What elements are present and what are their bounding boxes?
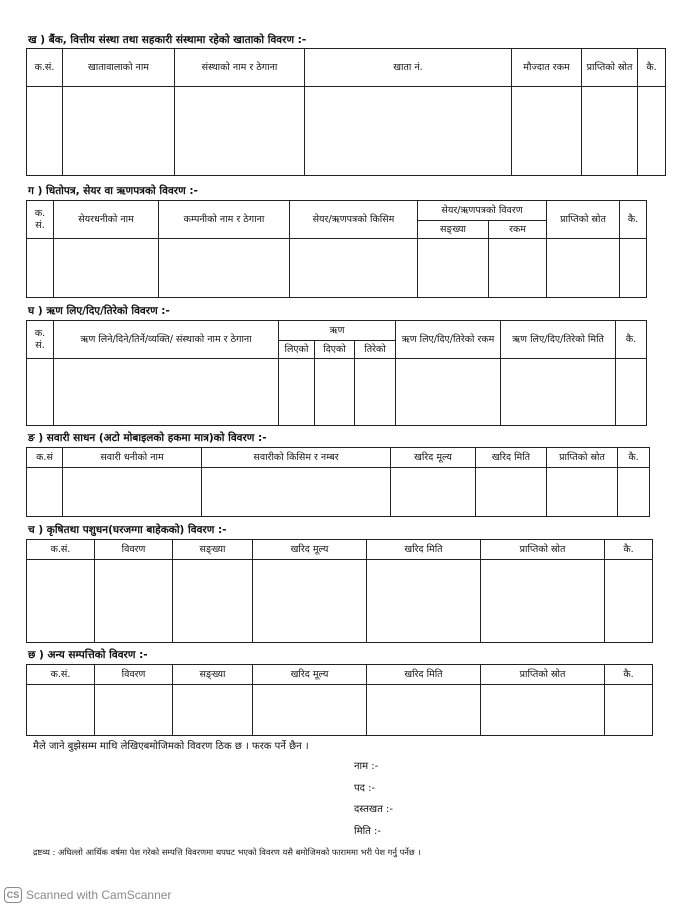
col-serial: क.सं. — [27, 49, 63, 87]
cell[interactable] — [315, 359, 355, 426]
cell[interactable] — [355, 359, 396, 426]
cell[interactable] — [95, 560, 173, 643]
cell[interactable] — [173, 685, 253, 736]
col-source-of-acquisition: प्राप्तिको स्रोत — [582, 49, 638, 87]
col-source-of-acquisition: प्राप्तिको स्रोत — [481, 665, 605, 685]
col-lender-borrower-name-address: ऋण लिने/दिने/तिर्ने/व्यक्ति/ संस्थाको नाम र ठेगाना — [54, 321, 279, 359]
col-balance-amount: मौज्दात रकम — [512, 49, 582, 87]
table-row — [27, 239, 647, 298]
cell[interactable] — [605, 560, 653, 643]
table-row — [27, 685, 653, 736]
col-remarks: कै. — [638, 49, 666, 87]
cell[interactable] — [27, 560, 95, 643]
signature-name-field[interactable]: नाम :- — [354, 761, 379, 772]
col-purchase-price: खरिद मूल्य — [391, 448, 476, 468]
declaration-text: मैले जाने बुझेसम्म माथि लेखिएबमोजिमको विवरण ठिक छ । फरक पर्ने छैन । — [33, 741, 309, 752]
cell[interactable] — [27, 685, 95, 736]
cell[interactable] — [202, 468, 391, 517]
col-serial: क.सं. — [27, 540, 95, 560]
camscanner-logo-icon: CS — [4, 887, 22, 903]
col-loan: ऋण — [279, 321, 396, 341]
section-title-securities: ग ) धितोपत्र, सेयर वा ऋणपत्रको विवरण :- — [28, 185, 198, 197]
cell[interactable] — [481, 560, 605, 643]
cell[interactable] — [512, 87, 582, 176]
table-row — [27, 359, 647, 426]
cell[interactable] — [54, 239, 159, 298]
cell[interactable] — [159, 239, 290, 298]
col-serial: क.सं — [27, 448, 63, 468]
cell[interactable] — [63, 468, 202, 517]
col-source-of-acquisition: प्राप्तिको स्रोत — [481, 540, 605, 560]
scanner-watermark — [4, 886, 171, 904]
cell[interactable] — [616, 359, 647, 426]
cell[interactable] — [367, 560, 481, 643]
col-remarks: कै. — [605, 540, 653, 560]
col-purchase-price: खरिद मूल्य — [253, 665, 367, 685]
cell[interactable] — [605, 685, 653, 736]
col-loan-date: ऋण लिए/दिए/तिरेको मिति — [501, 321, 616, 359]
col-vehicle-owner-name: सवारी धनीको नाम — [63, 448, 202, 468]
cell[interactable] — [173, 560, 253, 643]
col-remarks: कै. — [605, 665, 653, 685]
col-source-of-acquisition: प्राप्तिको स्रोत — [547, 201, 620, 239]
col-company-name-address: कम्पनीको नाम र ठेगाना — [159, 201, 290, 239]
cell[interactable] — [481, 685, 605, 736]
col-quantity: सङ्ख्या — [418, 221, 489, 239]
col-account-holder-name: खातावालाको नाम — [63, 49, 175, 87]
col-serial: क.सं. — [27, 665, 95, 685]
col-loan-repaid: तिरेको — [355, 341, 396, 359]
vehicles-table — [26, 447, 650, 517]
col-shareholder-name: सेयरधनीको नाम — [54, 201, 159, 239]
col-purchase-date: खरिद मिति — [367, 665, 481, 685]
col-description: विवरण — [95, 665, 173, 685]
col-remarks: कै. — [618, 448, 650, 468]
cell[interactable] — [54, 359, 279, 426]
cell[interactable] — [27, 359, 54, 426]
cell[interactable] — [63, 87, 175, 176]
cell[interactable] — [27, 87, 63, 176]
col-serial: क. सं. — [27, 201, 54, 239]
cell[interactable] — [279, 359, 315, 426]
section-title-other-assets: छ ) अन्य सम्पत्तिको विवरण :- — [28, 649, 148, 661]
footnote: द्रष्टव्य : अघिल्लो आर्थिक वर्षमा पेश गरेको सम्पत्ति विवरणमा थपघट भएको विवरण यसै बमोजिमको फाराममा भरी पेश गर्नु पर्नेछ । — [33, 847, 421, 857]
cell[interactable] — [501, 359, 616, 426]
section-title-agriculture-livestock: च ) कृषितथा पशुधन(घरजग्गा बाहेकको) विवरण :- — [28, 524, 227, 536]
cell[interactable] — [620, 239, 647, 298]
signature-date-field[interactable]: मिति :- — [354, 826, 382, 837]
col-serial: क. सं. — [27, 321, 54, 359]
col-quantity: सङ्ख्या — [173, 665, 253, 685]
cell[interactable] — [418, 239, 489, 298]
col-loan-taken: लिएको — [279, 341, 315, 359]
cell[interactable] — [27, 468, 63, 517]
signature-post-field[interactable]: पद :- — [354, 783, 376, 794]
cell[interactable] — [391, 468, 476, 517]
col-remarks: कै. — [620, 201, 647, 239]
col-institution-name-address: संस्थाको नाम र ठेगाना — [175, 49, 305, 87]
col-purchase-date: खरिद मिति — [476, 448, 547, 468]
col-purchase-date: खरिद मिति — [367, 540, 481, 560]
table-row — [27, 468, 650, 517]
col-purchase-price: खरिद मूल्य — [253, 540, 367, 560]
cell[interactable] — [95, 685, 173, 736]
cell[interactable] — [253, 560, 367, 643]
col-account-number: खाता नं. — [305, 49, 512, 87]
cell[interactable] — [489, 239, 547, 298]
cell[interactable] — [305, 87, 512, 176]
signature-sign-field[interactable]: दस्तखत :- — [354, 804, 393, 815]
col-source-of-acquisition: प्राप्तिको स्रोत — [547, 448, 618, 468]
securities-table — [26, 200, 647, 298]
cell[interactable] — [367, 685, 481, 736]
col-share-type: सेयर/ऋणपत्रको किसिम — [290, 201, 418, 239]
col-loan-amount: ऋण लिए/दिए/तिरेको रकम — [396, 321, 501, 359]
agriculture-livestock-table — [26, 539, 653, 643]
col-amount: रकम — [489, 221, 547, 239]
col-description: विवरण — [95, 540, 173, 560]
cell[interactable] — [618, 468, 650, 517]
col-quantity: सङ्ख्या — [173, 540, 253, 560]
cell[interactable] — [547, 468, 618, 517]
cell[interactable] — [396, 359, 501, 426]
col-share-details: सेयर/ऋणपत्रको विवरण — [418, 201, 547, 221]
cell[interactable] — [253, 685, 367, 736]
table-row — [27, 87, 666, 176]
loans-table — [26, 320, 647, 426]
cell[interactable] — [175, 87, 305, 176]
other-assets-table — [26, 664, 653, 736]
bank-accounts-table — [26, 48, 666, 176]
cell[interactable] — [476, 468, 547, 517]
col-vehicle-type-number: सवारीको किसिम र नम्बर — [202, 448, 391, 468]
col-remarks: कै. — [616, 321, 647, 359]
cell[interactable] — [582, 87, 638, 176]
cell[interactable] — [27, 239, 54, 298]
cell[interactable] — [290, 239, 418, 298]
col-loan-given: दिएको — [315, 341, 355, 359]
section-title-vehicles: ङ ) सवारी साधन (अटो मोबाइलको हकमा मात्र)को विवरण :- — [28, 432, 267, 444]
watermark-text: Scanned with CamScanner — [26, 888, 172, 902]
section-title-loans: घ ) ऋण लिए/दिए/तिरेको विवरण :- — [28, 305, 170, 317]
cell[interactable] — [638, 87, 666, 176]
cell[interactable] — [547, 239, 620, 298]
section-title-bank-accounts: ख ) बैंक, वित्तीय संस्था तथा सहकारी संस्थामा रहेको खाताको विवरण :- — [28, 34, 307, 46]
table-row — [27, 560, 653, 643]
